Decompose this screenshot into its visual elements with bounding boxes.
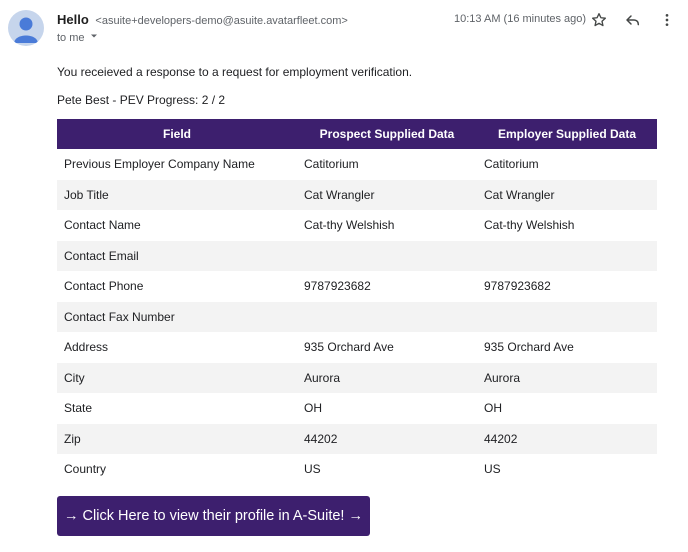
employer-cell: Catitorium xyxy=(484,157,539,172)
recipient-toggle[interactable] xyxy=(57,31,99,44)
field-cell: City xyxy=(57,363,297,394)
column-header-employer: Employer Supplied Data xyxy=(477,119,657,149)
field-cell: Previous Employer Company Name xyxy=(64,157,255,172)
recipient-label: to me xyxy=(57,31,85,44)
message-timestamp: 10:13 AM (16 minutes ago) xyxy=(454,13,587,25)
prospect-cell: OH xyxy=(304,401,322,416)
field-cell: Contact Name xyxy=(64,218,141,233)
field-cell: Contact Fax Number xyxy=(57,302,297,333)
field-cell: State xyxy=(64,401,93,416)
employer-cell: Cat-thy Welshish xyxy=(484,218,575,233)
column-header-field: Field xyxy=(57,119,297,149)
verification-table xyxy=(57,119,657,485)
sender-line xyxy=(57,12,348,27)
employer-cell: Aurora xyxy=(477,363,657,394)
prospect-cell: 935 Orchard Ave xyxy=(304,340,394,355)
table-row xyxy=(57,302,657,333)
table-row xyxy=(57,149,657,180)
prospect-cell: 44202 xyxy=(297,424,477,455)
table-row xyxy=(57,393,657,424)
prospect-cell: 9787923682 xyxy=(304,279,371,294)
column-header-prospect: Prospect Supplied Data xyxy=(297,119,477,149)
table-row xyxy=(57,332,657,363)
table-row xyxy=(57,271,657,302)
prospect-cell: Aurora xyxy=(297,363,477,394)
prospect-cell: Catitorium xyxy=(304,157,359,172)
table-row xyxy=(57,424,657,455)
intro-text: You receieved a response to a request for employment verification. xyxy=(57,65,413,79)
table-row xyxy=(57,241,657,272)
employer-cell: 44202 xyxy=(477,424,657,455)
table-header-row xyxy=(57,119,657,149)
field-cell: Contact Phone xyxy=(64,279,144,294)
employer-cell xyxy=(477,302,657,333)
sender-name[interactable]: Hello xyxy=(57,12,89,27)
prospect-cell: Cat-thy Welshish xyxy=(304,218,395,233)
field-cell: Zip xyxy=(57,424,297,455)
prospect-cell: US xyxy=(304,462,321,477)
view-profile-button[interactable]: → Click Here to view their profile in A-Suite! → xyxy=(57,496,370,536)
dropdown-icon[interactable] xyxy=(89,31,99,44)
table-row xyxy=(57,180,657,211)
sender-email: <asuite+developers-demo@asuite.avatarfleet.com> xyxy=(95,15,348,27)
employer-cell: US xyxy=(484,462,501,477)
prospect-cell xyxy=(297,302,477,333)
employer-cell: 935 Orchard Ave xyxy=(484,340,574,355)
prospect-cell xyxy=(297,241,477,272)
field-cell: Job Title xyxy=(57,180,297,211)
field-cell: Address xyxy=(64,340,109,355)
employer-cell: OH xyxy=(484,401,502,416)
field-cell: Country xyxy=(64,462,107,477)
table-row xyxy=(57,454,657,485)
table-row xyxy=(57,363,657,394)
field-cell: Contact Email xyxy=(57,241,297,272)
more-icon[interactable] xyxy=(657,10,677,30)
employer-cell: 9787923682 xyxy=(484,279,551,294)
table-row xyxy=(57,210,657,241)
progress-text: Pete Best - PEV Progress: 2 / 2 xyxy=(57,93,226,107)
star-icon[interactable] xyxy=(589,10,609,30)
prospect-cell: Cat Wrangler xyxy=(297,180,477,211)
reply-icon[interactable] xyxy=(623,10,643,30)
employer-cell: Cat Wrangler xyxy=(477,180,657,211)
avatar-icon[interactable] xyxy=(8,10,44,46)
employer-cell xyxy=(477,241,657,272)
